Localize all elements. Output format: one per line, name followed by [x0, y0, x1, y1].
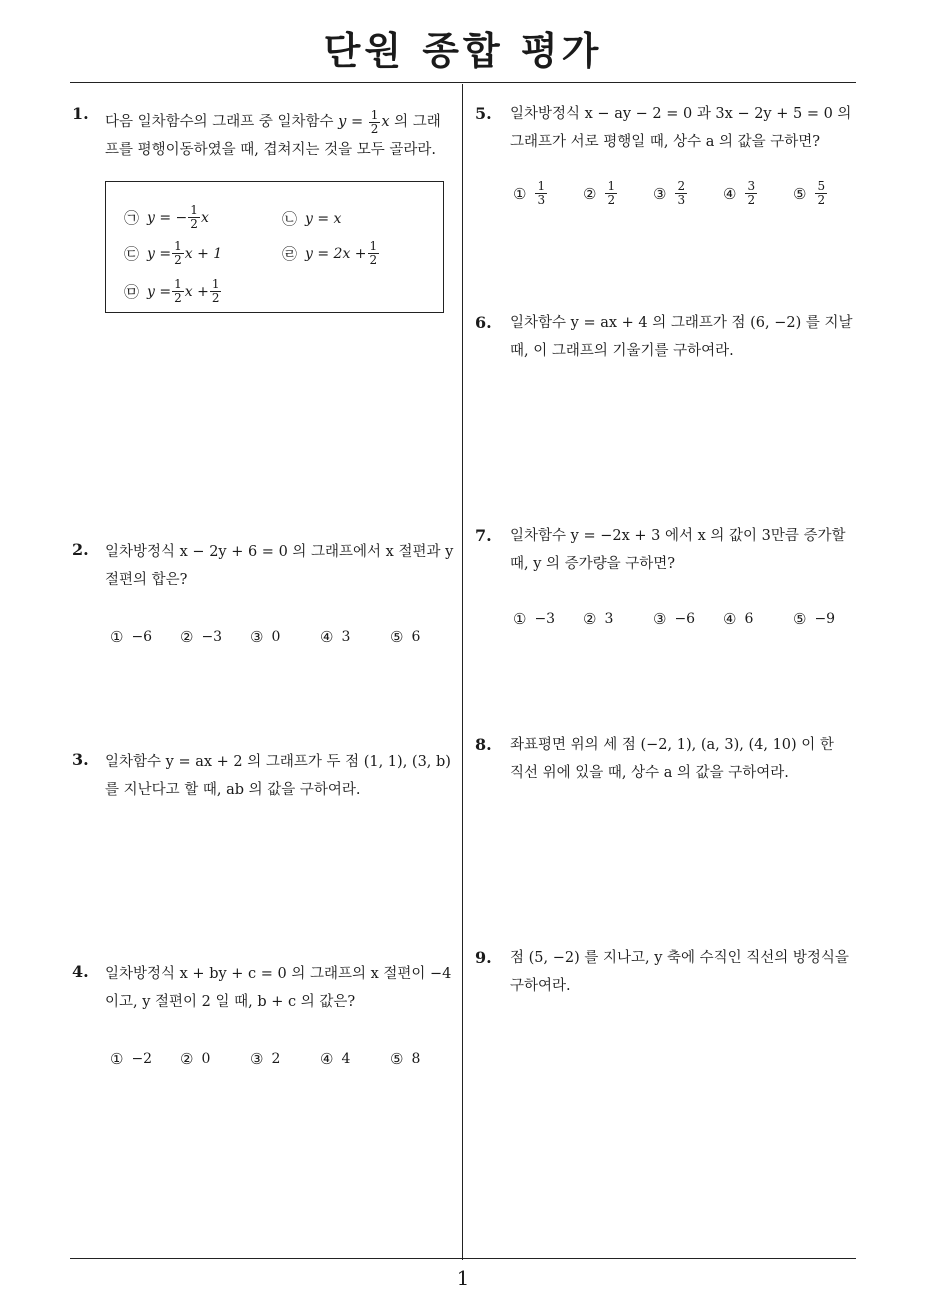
answer-choice-3[interactable] [653, 180, 688, 207]
fraction-denominator: 2 [190, 217, 198, 231]
question-number: 6. [475, 313, 492, 332]
fraction-denominator: 2 [607, 193, 616, 207]
top-rule [70, 82, 856, 83]
choice-number: ① [110, 1050, 124, 1068]
answer-choice-1[interactable] [513, 610, 555, 628]
answer-choice-4[interactable] [320, 628, 350, 646]
choice-number: ④ [320, 628, 334, 646]
answer-choice-5[interactable] [390, 1050, 420, 1068]
fraction-numerator: 1 [370, 107, 379, 122]
question-line: 일차방정식 x − 2y + 6 = 0 의 그래프에서 x 절편과 y [105, 544, 454, 560]
question-text [510, 100, 860, 156]
question-8 [475, 735, 860, 795]
question-number: 4. [72, 962, 89, 981]
fraction-numerator: 1 [174, 277, 182, 291]
answer-choice-2[interactable] [180, 1050, 210, 1068]
choice-number: ③ [250, 628, 264, 646]
fraction-numerator: 1 [190, 203, 198, 217]
question-line: 이고, y 절편이 2 일 때, b + c 의 값은? [105, 994, 356, 1010]
option-math: y = [147, 245, 172, 262]
answer-choice-4[interactable] [320, 1050, 350, 1068]
choice-value: 3 [341, 629, 351, 645]
answer-choice-2[interactable] [583, 180, 618, 207]
box-option [124, 204, 209, 231]
question-number: 5. [475, 104, 492, 123]
choice-number: ⑤ [390, 628, 404, 646]
choice-value: −6 [674, 611, 696, 627]
choice-value: 0 [201, 1051, 211, 1067]
fraction-denominator: 3 [677, 193, 686, 207]
question-9 [475, 948, 860, 1008]
fraction [172, 240, 184, 267]
fraction-numerator: 1 [607, 179, 616, 193]
choice-value: 3 [604, 611, 614, 627]
choice-value: 6 [744, 611, 754, 627]
option-marker: ㉣ [282, 245, 298, 263]
question-line: 때, 이 그래프의 기울기를 구하여라. [510, 343, 734, 359]
text-fragment: 의 그래 [389, 114, 441, 130]
fraction-denominator: 2 [211, 291, 220, 305]
fraction-denominator: 2 [747, 193, 756, 207]
choice-number: ② [180, 628, 194, 646]
question-line: 직선 위에 있을 때, 상수 a 의 값을 구하여라. [510, 765, 789, 781]
option-math: x + [184, 283, 209, 300]
fraction-denominator: 3 [537, 193, 546, 207]
fraction [368, 240, 380, 267]
choice-value: 4 [341, 1051, 351, 1067]
answer-choice-5[interactable] [793, 610, 835, 628]
answer-choice-4[interactable] [723, 610, 753, 628]
question-line: 일차방정식 x + by + c = 0 의 그래프의 x 절편이 −4 [105, 966, 452, 982]
text-fragment: 다음 일차함수의 그래프 중 일차함수 [105, 114, 339, 130]
answer-choice-5[interactable] [793, 180, 828, 207]
question-4 [72, 962, 457, 1072]
fraction [188, 204, 200, 231]
answer-choice-5[interactable] [390, 628, 420, 646]
question-line: 일차방정식 x − ay − 2 = 0 과 3x − 2y + 5 = 0 의 [510, 106, 852, 122]
question-line: 구하여라. [510, 978, 571, 994]
question-line: 일차함수 y = ax + 4 의 그래프가 점 (6, −2) 를 지날 [510, 315, 853, 331]
bottom-rule [70, 1258, 856, 1259]
box-option [124, 278, 222, 305]
column-divider [462, 84, 463, 1260]
options-box [105, 181, 444, 313]
box-option [124, 240, 222, 267]
fraction [745, 180, 757, 207]
choice-number: ③ [653, 184, 667, 203]
page-number: 1 [456, 1266, 470, 1290]
fraction-numerator: 2 [677, 179, 686, 193]
question-text [105, 108, 457, 164]
choice-number: ⑤ [793, 610, 807, 628]
choice-value: 2 [271, 1051, 281, 1067]
answer-choice-1[interactable] [513, 180, 548, 207]
question-number: 9. [475, 948, 492, 967]
question-3 [72, 750, 457, 810]
question-line: 좌표평면 위의 세 점 (−2, 1), (a, 3), (4, 10) 이 한 [510, 737, 834, 753]
fraction-numerator: 1 [211, 277, 220, 291]
answer-choice-3[interactable] [250, 1050, 280, 1068]
answer-choice-3[interactable] [250, 628, 280, 646]
fraction [172, 278, 184, 305]
fraction-denominator: 2 [174, 253, 182, 267]
choice-number: ④ [723, 184, 737, 203]
choice-value: 6 [411, 629, 421, 645]
option-math: y = x [305, 210, 342, 227]
option-math: y = 2x + [305, 245, 367, 262]
choice-value: 8 [411, 1051, 421, 1067]
answer-choice-2[interactable] [180, 628, 222, 646]
choice-value: −3 [201, 629, 223, 645]
question-line: 점 (5, −2) 를 지나고, y 축에 수직인 직선의 방정식을 [510, 950, 849, 966]
choice-number: ④ [723, 610, 737, 628]
choice-value: −9 [814, 611, 836, 627]
answer-choice-2[interactable] [583, 610, 613, 628]
fraction-numerator: 1 [174, 239, 182, 253]
choice-number: ② [583, 184, 597, 203]
question-line: 프를 평행이동하였을 때, 겹쳐지는 것을 모두 골라라. [105, 142, 437, 158]
question-7 [475, 526, 860, 636]
fraction [210, 278, 222, 305]
question-text [510, 522, 860, 578]
answer-choice-1[interactable] [110, 1050, 152, 1068]
fraction-denominator: 2 [370, 121, 379, 136]
page-title: 단원 종합 평가 [323, 29, 603, 73]
fraction-numerator: 1 [537, 179, 546, 193]
fraction [675, 180, 687, 207]
question-number: 7. [475, 526, 492, 545]
question-text [105, 538, 457, 594]
question-number: 3. [72, 750, 89, 769]
option-marker: ㉠ [124, 209, 140, 227]
question-text [510, 944, 860, 1000]
question-line: 그래프가 서로 평행일 때, 상수 a 의 값을 구하면? [510, 134, 821, 150]
question-text [105, 748, 457, 804]
choice-number: ⑤ [793, 184, 807, 203]
choice-number: ① [513, 610, 527, 628]
math-fragment: x [381, 114, 390, 130]
fraction-numerator: 5 [817, 179, 826, 193]
choice-number: ① [110, 628, 124, 646]
question-text [105, 960, 457, 1016]
question-2 [72, 540, 457, 650]
choice-number: ④ [320, 1050, 334, 1068]
fraction [369, 109, 381, 136]
question-number: 1. [72, 104, 89, 123]
choice-value: −2 [131, 1051, 153, 1067]
question-line: 일차함수 y = −2x + 3 에서 x 의 값이 3만큼 증가할 [510, 528, 846, 544]
fraction [815, 180, 827, 207]
fraction-denominator: 2 [174, 291, 182, 305]
math-fragment: y = [338, 114, 368, 130]
fraction-denominator: 2 [817, 193, 826, 207]
question-line: 를 지난다고 할 때, ab 의 값을 구하여라. [105, 782, 361, 798]
choice-number: ③ [250, 1050, 264, 1068]
choice-number: ⑤ [390, 1050, 404, 1068]
question-line: 때, y 의 증가량을 구하면? [510, 556, 676, 572]
choice-number: ② [180, 1050, 194, 1068]
fraction [535, 180, 547, 207]
option-marker: ㉤ [124, 283, 140, 301]
box-option [282, 208, 341, 229]
question-line [105, 108, 457, 136]
answer-choice-4[interactable] [723, 180, 758, 207]
question-text [510, 309, 860, 365]
fraction-numerator: 3 [747, 179, 756, 193]
option-marker: ㉡ [282, 210, 298, 228]
choice-number: ② [583, 610, 597, 628]
answer-choice-1[interactable] [110, 628, 152, 646]
choice-number: ③ [653, 610, 667, 628]
option-math: x [200, 209, 209, 226]
fraction-numerator: 1 [369, 239, 378, 253]
question-6 [475, 313, 860, 373]
fraction-denominator: 2 [369, 253, 378, 267]
box-option [282, 240, 380, 267]
option-math: y = [147, 283, 172, 300]
option-math: x + 1 [184, 245, 223, 262]
option-math: y = − [147, 209, 188, 226]
question-number: 2. [72, 540, 89, 559]
question-text [510, 731, 860, 787]
choice-value: −6 [131, 629, 153, 645]
choice-value: 0 [271, 629, 281, 645]
question-5 [475, 104, 860, 224]
fraction [605, 180, 617, 207]
question-line: 일차함수 y = ax + 2 의 그래프가 두 점 (1, 1), (3, b) [105, 754, 451, 770]
question-number: 8. [475, 735, 492, 754]
option-marker: ㉢ [124, 245, 140, 263]
choice-number: ① [513, 184, 527, 203]
question-line: 절편의 합은? [105, 572, 188, 588]
answer-choice-3[interactable] [653, 610, 695, 628]
choice-value: −3 [534, 611, 556, 627]
